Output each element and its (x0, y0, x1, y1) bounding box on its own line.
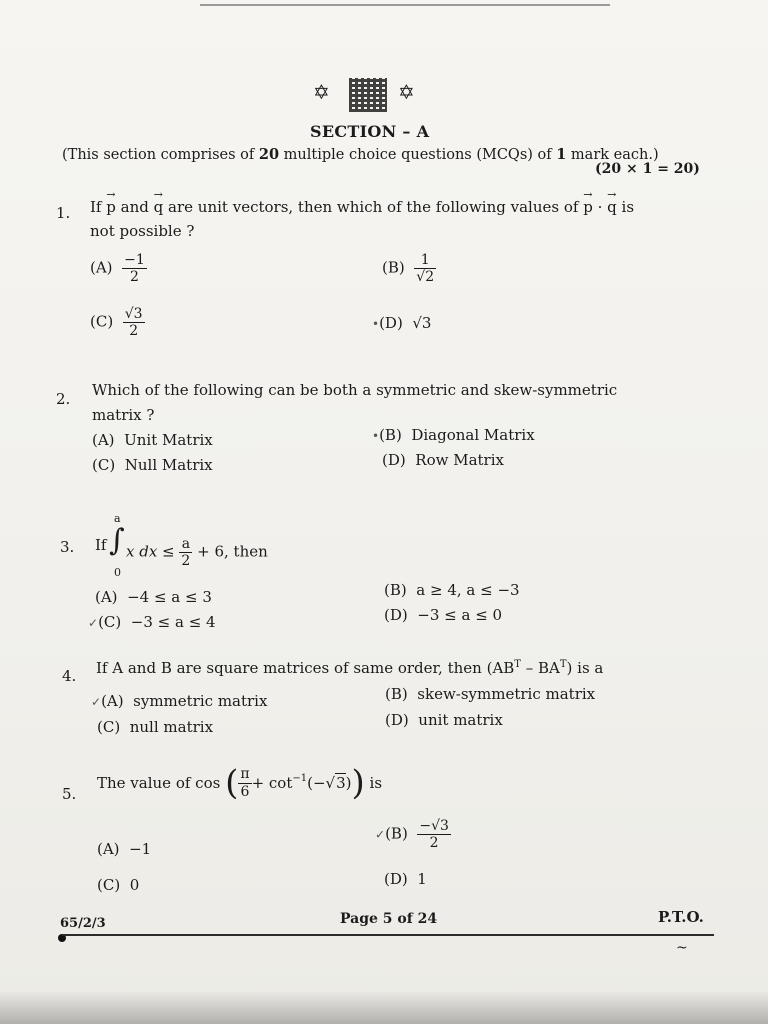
option-d[interactable]: (D) 1 (384, 870, 427, 888)
fraction: $\frac{1}{√2}$ (416, 252, 435, 286)
option-c[interactable]: ✓(C) −3 ≤ a ≤ 4 (88, 613, 216, 631)
section-instruction: (This section comprises of 20 multiple choice questions (MCQs) of 1 mark each.) (62, 146, 659, 163)
question-1-text-line2: not possible ? (90, 222, 195, 240)
option-a[interactable]: (A) −1 (97, 840, 152, 858)
tick-mark-icon: ✓ (88, 616, 99, 630)
star-of-david-left-icon: ✡ (313, 80, 330, 104)
qr-code (349, 78, 387, 112)
integral-upper-limit: a (114, 512, 121, 525)
option-d[interactable]: (D) Row Matrix (382, 451, 504, 469)
question-3-integrand: x dx ≤ $\frac{a}{2}$ + 6, then (126, 536, 268, 570)
question-5-text: The value of cos ( $\frac{\pi}{6}$ + $\cot^{-1}(-√3)$) is (97, 763, 383, 803)
fraction: $\frac{√3}{2}$ (124, 306, 143, 340)
question-2-text: Which of the following can be both a symmetric and skew-symmetric (92, 381, 618, 399)
option-c[interactable]: (C) $\frac{√3}{2}$ (90, 306, 143, 340)
star-of-david-right-icon: ✡ (398, 80, 415, 104)
tick-mark-icon: ✓ (375, 827, 386, 842)
fraction: $\frac{-1}{2}$ (124, 252, 145, 286)
fraction: $\frac{a}{2}$ (181, 536, 191, 570)
fraction: $\frac{\pi}{6}$ (240, 766, 250, 800)
option-a[interactable]: (A) Unit Matrix (92, 431, 213, 449)
option-d[interactable]: (D) −3 ≤ a ≤ 0 (384, 606, 503, 624)
question-3-if: If (95, 536, 107, 554)
option-a[interactable]: ✓(A) symmetric matrix (91, 692, 268, 710)
fraction: $\frac{-√3}{2}$ (419, 818, 449, 852)
question-number: 5. (62, 785, 77, 803)
option-b[interactable]: (B) a ≥ 4, a ≤ −3 (384, 581, 520, 599)
integral-lower-limit: 0 (114, 566, 121, 579)
option-c[interactable]: (C) 0 (97, 876, 140, 894)
question-number: 4. (62, 667, 77, 685)
integral-sign: ∫ (109, 523, 125, 558)
question-2-text-line2: matrix ? (92, 406, 155, 424)
tick-mark-icon: ✓ (91, 695, 102, 709)
question-number: 1. (56, 204, 71, 222)
vector-p: → p (106, 188, 116, 216)
option-b[interactable]: (B) skew-symmetric matrix (385, 685, 596, 703)
question-number: 3. (60, 538, 75, 556)
pen-mark: • (372, 429, 380, 443)
question-1-text: If → p and → q are unit vectors, then which of the following values of → p · → q is (90, 188, 635, 216)
question-number: 2. (56, 390, 71, 408)
marks-summary: (20 × 1 = 20) (595, 161, 700, 177)
option-c[interactable]: (C) null matrix (97, 718, 214, 736)
option-a[interactable]: (A) −4 ≤ a ≤ 3 (95, 588, 212, 606)
page-shadow (0, 990, 768, 1024)
question-4-text: If A and B are square matrices of same order, then $(AB^T - BA^T)$ is a (96, 659, 604, 677)
option-b[interactable]: ✓(B) $\frac{-√3}{2}$ (375, 818, 449, 852)
option-c[interactable]: (C) Null Matrix (92, 456, 213, 474)
page-number: Page 5 of 24 (340, 911, 438, 927)
option-b[interactable]: •(B) Diagonal Matrix (372, 426, 535, 444)
option-b[interactable]: (B) $\frac{1}{√2}$ (382, 252, 435, 286)
pto-label: P.T.O. (658, 908, 704, 926)
top-edge-line (200, 4, 610, 6)
pen-mark: • (372, 317, 380, 331)
option-a[interactable]: (A) $\frac{-1}{2}$ (90, 252, 145, 286)
tilde-mark: ~ (676, 940, 688, 956)
option-d[interactable]: •(D) √3 (372, 314, 432, 332)
option-d[interactable]: (D) unit matrix (385, 711, 503, 729)
footer-rule (62, 934, 714, 936)
paper-code: 65/2/3 (60, 916, 106, 931)
section-title: SECTION – A (310, 122, 430, 141)
vector-q: → q (153, 188, 164, 216)
